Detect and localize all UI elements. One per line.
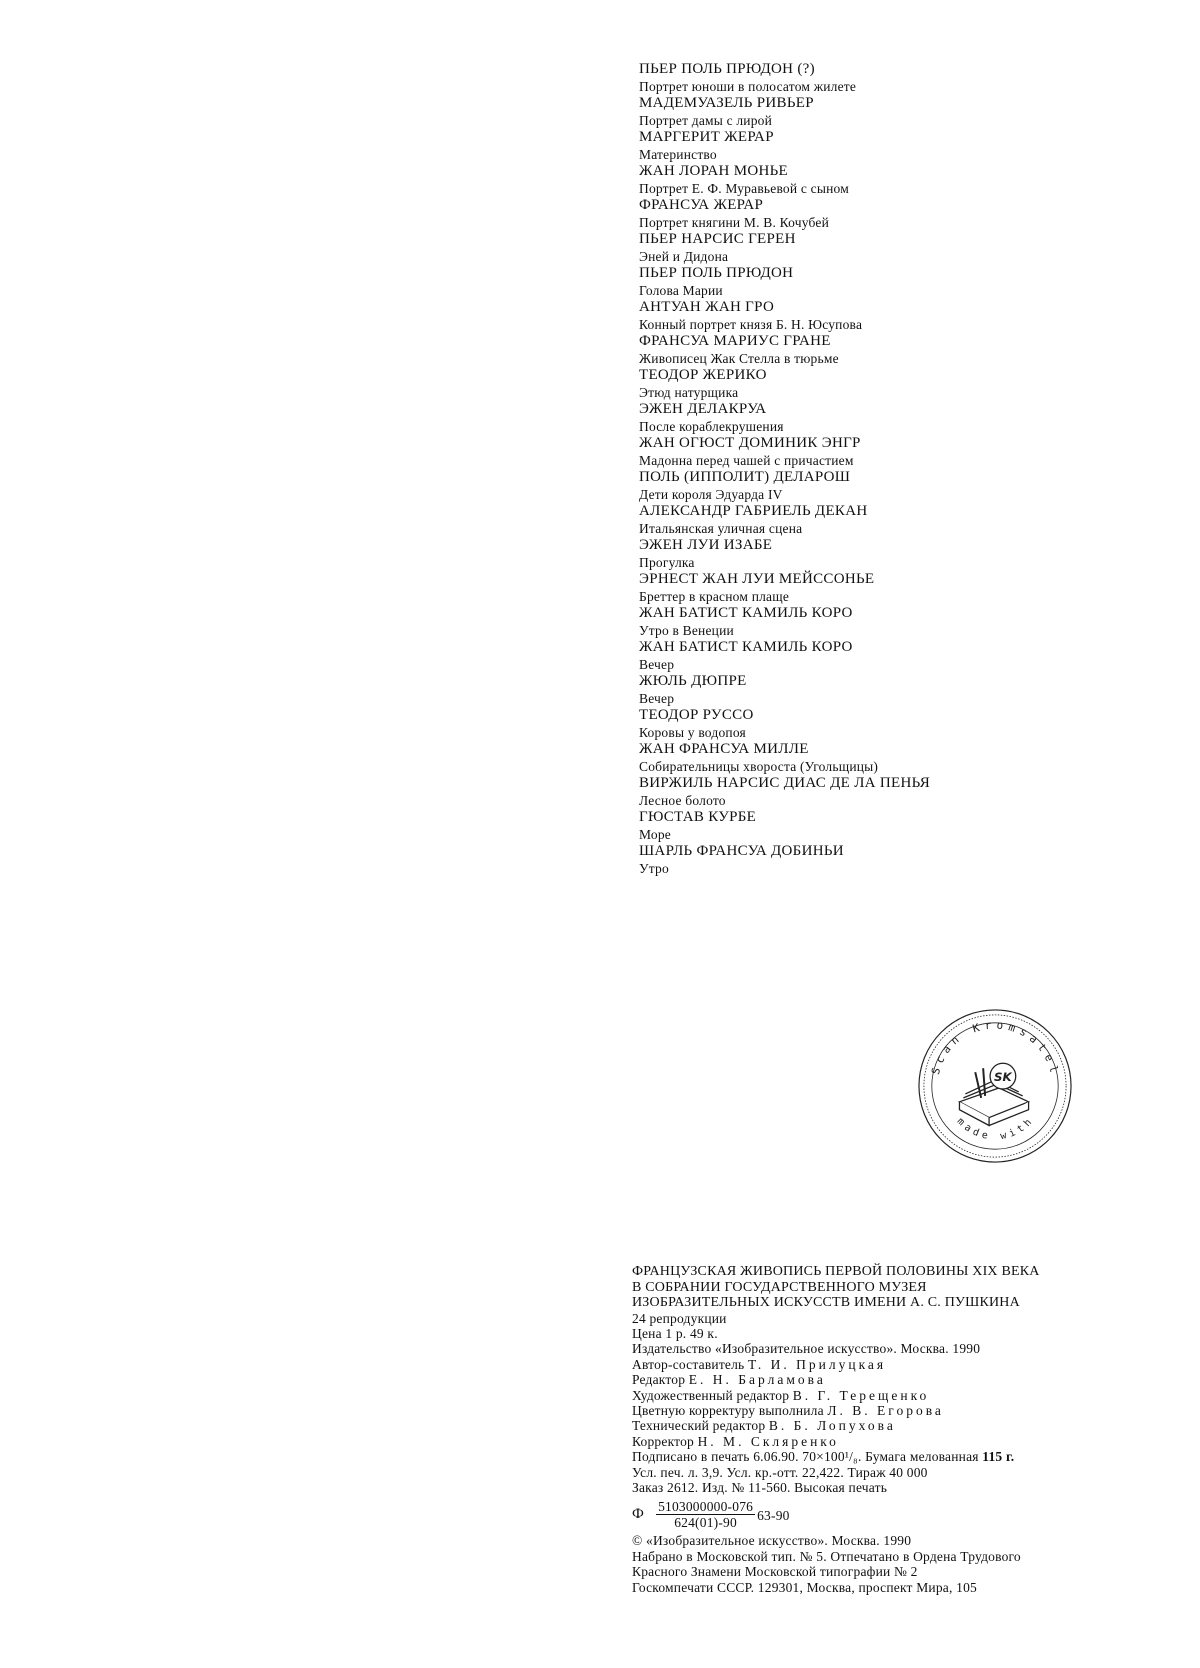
tech-editor-label: Технический редактор: [632, 1418, 766, 1434]
stamp-monogram: SK: [994, 1070, 1012, 1085]
work-title: Море: [639, 827, 671, 842]
work-title: Бреттер в красном плаще: [639, 589, 790, 604]
contents-entry: [639, 503, 1179, 537]
artist-name: ЖАН ЛОРАН МОНЬЕ: [639, 163, 788, 179]
contents-entry: [639, 537, 1179, 571]
contents-entry: [639, 401, 1179, 435]
artist-name: ШАРЛЬ ФРАНСУА ДОБИНЬИ: [639, 843, 844, 859]
work-title: Портрет дамы с лирой: [639, 113, 773, 128]
work-title: Конный портрет князя Б. Н. Юсупова: [639, 317, 863, 332]
work-title: Портрет княгини М. В. Кочубей: [639, 215, 830, 230]
artist-name: ПЬЕР НАРСИС ГЕРЕН: [639, 231, 796, 247]
book-title-line-3: ИЗОБРАЗИТЕЛЬНЫХ ИСКУССТВ ИМЕНИ А. С. ПУШКИНА: [632, 1295, 1020, 1310]
contents-entry: [639, 435, 1179, 469]
contents-entry: [639, 639, 1179, 673]
publisher: Издательство «Изобразительное искусство». Москва. 1990: [632, 1341, 981, 1357]
svg-text:made with: [955, 1114, 1037, 1142]
artist-name: ТЕОДОР ЖЕРИКО: [639, 367, 767, 383]
contents-entry: [639, 843, 1179, 877]
contents-entry: [639, 469, 1179, 503]
artist-name: ВИРЖИЛЬ НАРСИС ДИАС ДЕ ЛА ПЕНЬЯ: [639, 775, 930, 791]
art-editor-label: Художественный редактор: [632, 1387, 790, 1403]
work-title: Мадонна перед чашей с причастием: [639, 453, 854, 468]
artist-name: ЖАН ФРАНСУА МИЛЛЕ: [639, 741, 809, 757]
compiler-name: Т. И. Прилуцкая: [748, 1356, 887, 1372]
proofreader-label: Корректор: [632, 1433, 694, 1449]
book-title-line-2: В СОБРАНИИ ГОСУДАРСТВЕННОГО МУЗЕЯ: [632, 1279, 927, 1295]
tech-editor-line: [632, 1418, 1172, 1433]
stamp-bottom-text: made with: [954, 1114, 1037, 1143]
contents-entry: [639, 673, 1179, 707]
contents-entry: [639, 197, 1179, 231]
contents-entry: [639, 809, 1179, 843]
work-title: После кораблекрушения: [639, 419, 784, 434]
artist-name: ПЬЕР ПОЛЬ ПРЮДОН: [639, 265, 794, 281]
paper-weight: 115 г.: [982, 1449, 1015, 1465]
contents-entry: [639, 129, 1179, 163]
artist-name: ЖАН ОГЮСТ ДОМИНИК ЭНГР: [639, 435, 861, 451]
artist-name: ГЮСТАВ КУРБЕ: [639, 809, 757, 825]
work-title: Дети короля Эдуарда IV: [639, 487, 783, 502]
work-title: Портрет юноши в полосатом жилете: [639, 79, 857, 94]
editor-line: [632, 1372, 1172, 1387]
typeset-line-1: Набрано в Московской тип. № 5. Отпечатано в Ордена Трудового: [632, 1548, 1021, 1564]
tech-editor-name: В. Б. Лопухова: [768, 1418, 896, 1434]
contents-entry: [639, 741, 1179, 775]
contents-list: [639, 61, 1179, 877]
proofreader-name: Н. М. Скляренко: [697, 1433, 839, 1449]
artist-name: ТЕОДОР РУССО: [639, 707, 754, 723]
catalog-index-suffix: 63-90: [757, 1507, 790, 1523]
typeset-line-3: Госкомпечати СССР. 129301, Москва, проспект Мира, 105: [632, 1579, 977, 1595]
work-title: Вечер: [639, 657, 675, 672]
color-corrector-line: [632, 1403, 1172, 1418]
compiler-line: [632, 1357, 1172, 1372]
contents-entry: [639, 333, 1179, 367]
scanner-stamp-logo: [916, 1007, 1074, 1165]
artist-name: ПОЛЬ (ИППОЛИТ) ДЕЛАРОШ: [639, 469, 851, 485]
catalog-index-denominator: 624(01)-90: [674, 1514, 737, 1530]
artist-name: МАДЕМУАЗЕЛЬ РИВЬЕР: [639, 95, 814, 111]
contents-entry: [639, 775, 1179, 809]
color-corrector-label: Цветную корректуру выполнила: [632, 1402, 824, 1418]
artist-name: АЛЕКСАНДР ГАБРИЕЛЬ ДЕКАН: [639, 503, 868, 519]
price: Цена 1 р. 49 к.: [632, 1325, 718, 1341]
catalog-index-prefix: Ф: [632, 1505, 645, 1522]
imprint-block: [632, 1264, 1172, 1595]
artist-name: МАРГЕРИТ ЖЕРАР: [639, 129, 774, 145]
book-title-line-1: ФРАНЦУЗСКАЯ ЖИВОПИСЬ ПЕРВОЙ ПОЛОВИНЫ XIX ВЕКА: [632, 1264, 1040, 1279]
contents-entry: [639, 95, 1179, 129]
typeset-line-2: Красного Знамени Московской типографии № 2: [632, 1564, 918, 1580]
artist-name: АНТУАН ЖАН ГРО: [639, 299, 775, 315]
copyright: © «Изобразительное искусство». Москва. 1990: [632, 1533, 912, 1549]
print-sheets: Усл. печ. л. 3,9. Усл. кр.-отт. 22,422. Тираж 40 000: [632, 1464, 928, 1480]
art-editor-name: В. Г. Терещенко: [792, 1387, 930, 1403]
work-title: Материнство: [639, 147, 717, 162]
work-title: Эней и Дидона: [639, 249, 729, 264]
stamp-monogram-badge: [990, 1063, 1016, 1089]
work-title: Портрет Е. Ф. Муравьевой с сыном: [639, 181, 849, 196]
reproductions-count: 24 репродукции: [632, 1310, 727, 1326]
work-title: Утро в Венеции: [639, 623, 734, 638]
work-title: Этюд натурщика: [639, 385, 739, 400]
catalog-index: [632, 1497, 1172, 1531]
proofreader-line: [632, 1434, 1172, 1449]
contents-entry: [639, 231, 1179, 265]
contents-entry: [639, 367, 1179, 401]
work-title: Утро: [639, 861, 669, 876]
artist-name: ЭЖЕН ЛУИ ИЗАБЕ: [639, 537, 773, 553]
color-corrector-name: Л. В. Егорова: [827, 1402, 944, 1418]
contents-entry: [639, 707, 1179, 741]
contents-entry: [639, 299, 1179, 333]
editor-label: Редактор: [632, 1372, 686, 1388]
contents-entry: [639, 265, 1179, 299]
artist-name: ЭРНЕСТ ЖАН ЛУИ МЕЙССОНЬЕ: [639, 571, 875, 587]
work-title: Собирательницы хвороста (Угольщицы): [639, 759, 879, 774]
artist-name: ФРАНСУА МАРИУС ГРАНЕ: [639, 333, 831, 349]
editor-name: Е. Н. Барламова: [688, 1372, 826, 1388]
artist-name: ЭЖЕН ДЕЛАКРУА: [639, 401, 767, 417]
print-signed-line: [632, 1449, 1172, 1464]
artist-name: ЖАН БАТИСТ КАМИЛЬ КОРО: [639, 639, 853, 655]
artist-name: ФРАНСУА ЖЕРАР: [639, 197, 764, 213]
catalog-index-fraction: [656, 1499, 755, 1530]
work-title: Вечер: [639, 691, 675, 706]
work-title: Коровы у водопоя: [639, 725, 746, 740]
compiler-label: Автор-составитель: [632, 1356, 745, 1372]
artist-name: ЖАН БАТИСТ КАМИЛЬ КОРО: [639, 605, 853, 621]
work-title: Живописец Жак Стелла в тюрьме: [639, 351, 839, 366]
artist-name: ЖЮЛЬ ДЮПРЕ: [639, 673, 747, 689]
catalog-index-numerator: 5103000000-076: [658, 1498, 754, 1514]
work-title: Лесное болото: [639, 793, 726, 808]
stamp-ring-text: Scan Kromsatel: [928, 1018, 1062, 1079]
work-title: Итальянская уличная сцена: [639, 521, 803, 536]
contents-entry: [639, 605, 1179, 639]
print-signed: Подписано в печать 6.06.90. 70×100¹/₈. Бумага мелованная: [632, 1449, 979, 1465]
work-title: Прогулка: [639, 555, 695, 570]
contents-entry: [639, 571, 1179, 605]
artist-name: ПЬЕР ПОЛЬ ПРЮДОН (?): [639, 61, 815, 77]
art-editor-line: [632, 1388, 1172, 1403]
contents-entry: [639, 61, 1179, 95]
order-info: Заказ 2612. Изд. № 11-560. Высокая печать: [632, 1479, 888, 1495]
work-title: Голова Марии: [639, 283, 723, 298]
contents-entry: [639, 163, 1179, 197]
